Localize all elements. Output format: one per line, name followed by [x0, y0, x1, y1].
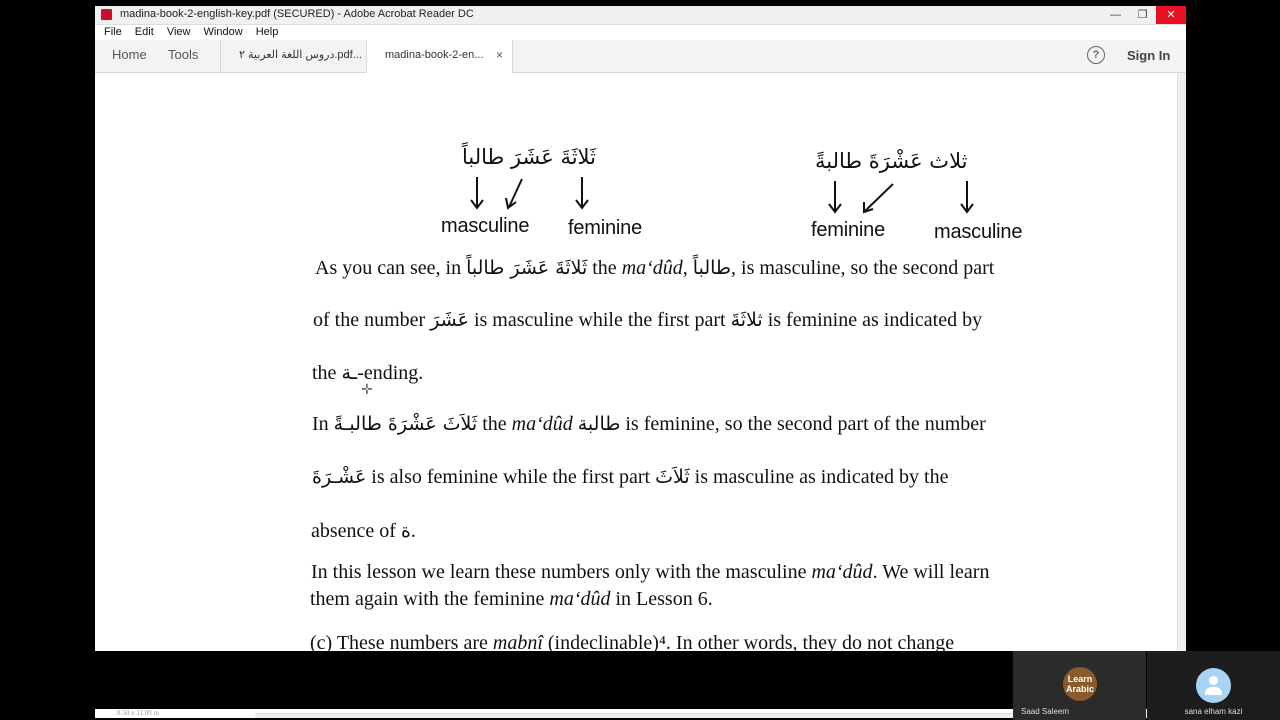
text-line-3-a: the	[312, 362, 342, 384]
text-line-5-a: is also feminine while the first part	[366, 466, 656, 488]
diagram-right-arrows	[820, 179, 980, 217]
text-line-4-d: is feminine, so the second part of the number	[620, 413, 986, 435]
title-bar	[95, 6, 1186, 25]
tab-madina-book-label: madina-book-2-en...	[385, 49, 484, 61]
text-line-8	[310, 588, 713, 611]
participant-tile[interactable]	[1147, 651, 1280, 720]
participant-logo-text: Learn Arabic	[1065, 674, 1094, 694]
menu-edit[interactable]: Edit	[134, 26, 154, 38]
participant-logo	[1063, 667, 1097, 701]
sign-in-button[interactable]: Sign In	[1127, 48, 1171, 63]
text-line-3-arabic: ـة	[341, 362, 358, 384]
text-line-6	[311, 520, 416, 543]
text-line-6-arabic: ة	[400, 520, 411, 542]
window-title: madina-book-2-english-key.pdf (SECURED) - Adobe Acrobat Reader DC	[120, 8, 474, 20]
tab-bar	[95, 40, 1186, 73]
help-icon[interactable]: ?	[1087, 46, 1105, 64]
tab-tools[interactable]: Tools	[168, 47, 199, 62]
participant-name: Saad Saleem	[1021, 707, 1070, 716]
participant-tile[interactable]	[1013, 651, 1146, 720]
text-line-2-c: is feminine as indicated by	[762, 309, 983, 331]
text-line-5-arabic-1: عَشْـرَةَ	[312, 466, 367, 488]
text-line-5-b: is masculine as indicated by the	[689, 466, 949, 488]
text-line-7-a: In this lesson we learn these numbers only with the masculine	[311, 561, 812, 583]
text-line-4	[312, 413, 986, 436]
text-line-9-a: (c) These numbers are	[310, 632, 493, 654]
diagram-left-feminine: feminine	[568, 217, 642, 239]
text-line-9-mabni: mabnî	[492, 632, 543, 654]
text-line-1-arabic-1: ثَلاثَةَ عَشَرَ طالباً	[466, 257, 588, 279]
text-line-8-a: them again with the feminine	[310, 588, 550, 610]
text-line-5-arabic-2: ثَلاَثَ	[655, 466, 690, 488]
diagram-right-feminine: feminine	[811, 219, 885, 241]
menu-file[interactable]: File	[104, 26, 122, 38]
diagram-left-arabic: ثَلاثَةَ عَشَرَ طالباً	[462, 145, 596, 169]
text-line-1-madud: ma‘dûd	[621, 257, 683, 279]
text-line-4-arabic-1: ثَلاَثَ عَشْرَةَ طالبـةً	[333, 413, 478, 435]
menu-window[interactable]: Window	[203, 26, 243, 38]
page-size-readout: 8.50 x 11.00 in	[117, 709, 159, 717]
text-line-5	[312, 466, 948, 489]
text-line-4-madud: ma‘dûd	[511, 413, 573, 435]
minimize-button[interactable]: —	[1110, 9, 1121, 21]
text-line-3-b: -ending.	[357, 362, 424, 384]
text-line-7	[311, 561, 989, 584]
text-line-7-madud: ma‘dûd	[811, 561, 873, 583]
text-line-2-b: is masculine while the first part	[468, 309, 731, 331]
text-line-2-arabic-1: عَشَرَ	[430, 309, 469, 331]
text-line-9	[310, 632, 954, 655]
tab-arabic-lessons[interactable]	[220, 40, 367, 72]
text-line-6-a: absence of	[311, 520, 401, 542]
menu-bar	[95, 25, 1186, 40]
text-line-4-b: the	[477, 413, 512, 435]
menu-help[interactable]: Help	[255, 26, 279, 38]
acrobat-app-icon	[101, 9, 112, 20]
diagram-left-arrows	[465, 175, 595, 213]
text-line-1-c: ,	[682, 257, 693, 279]
tab-home[interactable]: Home	[112, 47, 147, 62]
text-line-4-a: In	[312, 413, 334, 435]
text-line-8-b: in Lesson 6.	[610, 588, 713, 610]
participant-name: sana elham kazi	[1184, 707, 1243, 716]
text-line-4-arabic-2: طالبة	[577, 413, 621, 435]
tab-close-icon[interactable]: ×	[495, 48, 503, 62]
text-line-1-a: As you can see, in	[315, 257, 467, 279]
text-line-1-d: , is masculine, so the second part	[731, 257, 995, 279]
tab-madina-book[interactable]	[367, 40, 513, 73]
diagram-left-masculine: masculine	[441, 215, 530, 237]
text-line-8-madud: ma‘dûd	[549, 588, 611, 610]
text-line-9-b: (indeclinable)⁴. In other words, they do not change	[542, 632, 955, 654]
text-line-1-b: the	[587, 257, 622, 279]
text-line-2-a: of the number	[313, 309, 431, 331]
close-window-button[interactable]: ✕	[1156, 6, 1186, 24]
text-line-7-b: . We will learn	[872, 561, 990, 583]
tab-arabic-lessons-label: دروس اللغة العربية ٢.pdf...	[239, 49, 362, 61]
diagram-right-arabic: ثلاث عَشْرَةَ طالبةً	[815, 149, 968, 173]
menu-view[interactable]: View	[166, 26, 191, 38]
maximize-button[interactable]: ❐	[1137, 9, 1148, 21]
crosshair-cursor-icon: ✛	[361, 382, 373, 398]
text-line-1	[315, 257, 994, 280]
text-line-2	[313, 309, 982, 332]
text-line-6-b: .	[410, 520, 416, 542]
user-avatar-icon	[1196, 668, 1231, 703]
diagram-right-masculine: masculine	[934, 221, 1023, 243]
text-line-2-arabic-2: ثلاثَةَ	[730, 309, 763, 331]
text-line-1-arabic-2: طالباً	[692, 257, 732, 279]
vertical-scrollbar[interactable]	[1177, 73, 1186, 651]
